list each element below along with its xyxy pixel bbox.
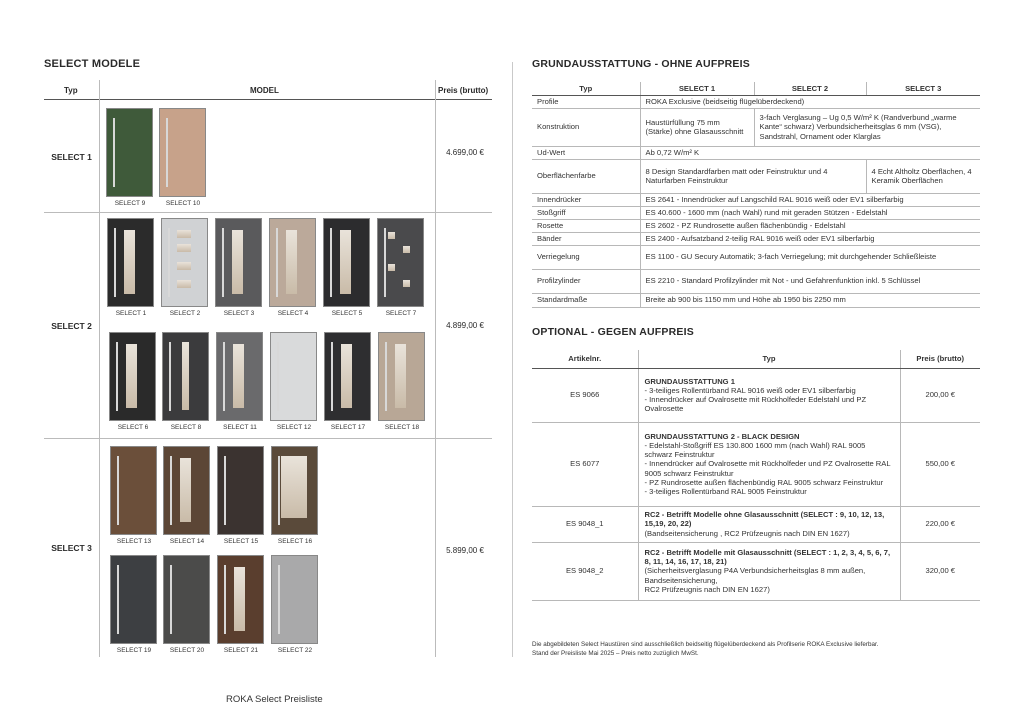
door-image	[216, 332, 263, 421]
ot-header-artikelnr: Artikelnr.	[532, 350, 638, 368]
ot-header-typ: Typ	[638, 350, 900, 368]
door-handle	[169, 342, 171, 411]
gt-value: ES 2641 - Innendrücker auf Langschild RAL 9016 weiß oder EV1 silberfarbig	[640, 193, 980, 206]
door-glass	[340, 230, 351, 294]
door-caption: SELECT 21	[223, 647, 259, 654]
ot-item-line: - Innendrücker auf Ovalrosette mit Rückholfeder und PZ Ovalrosette RAL 9005 schwarz Feinstruktur	[644, 459, 891, 478]
footnote-line-1: Die abgebildeten Select Haustüren sind ausschließlich beidseitig flügelüberdeckend als Profilserie ROKA Exclusive lieferbar.	[532, 641, 879, 648]
optional-table	[532, 350, 980, 601]
door-handle	[170, 456, 172, 525]
door-handle	[330, 228, 332, 297]
grundausstattung-table	[532, 82, 980, 308]
ot-price: 200,00 €	[900, 368, 980, 422]
ot-description	[638, 542, 900, 600]
footnote	[532, 640, 1002, 658]
ot-description	[638, 422, 900, 506]
ot-item-title: GRUNDAUSSTATTUNG 1	[644, 376, 735, 386]
door-glass	[177, 280, 191, 288]
door-glass	[177, 230, 191, 238]
door-handle	[385, 342, 387, 411]
gt-value: ROKA Exclusive (beidseitig flügelüberdeckend)	[640, 95, 980, 108]
door-image	[271, 555, 318, 644]
door-glass	[395, 344, 406, 408]
header-preis: Preis (brutto)	[438, 86, 489, 95]
door-glass	[234, 567, 245, 631]
door-handle	[114, 228, 116, 297]
ot-header-preis: Preis (brutto)	[900, 350, 980, 368]
ot-item-line: - Edelstahl-Stoßgriff ES 130.800 1600 mm (nach Wahl) RAL 9005 schwarz Feinstruktur	[644, 440, 866, 460]
door-handle	[276, 228, 278, 297]
gt-label: Rosette	[532, 219, 640, 232]
door-glass	[286, 230, 297, 294]
door-image	[107, 218, 154, 307]
gt-label: Standardmaße	[532, 293, 640, 307]
ot-price: 320,00 €	[900, 542, 980, 600]
door-caption: SELECT 8	[170, 424, 202, 431]
gt-label: Ud-Wert	[532, 146, 640, 159]
door-handle	[117, 456, 119, 525]
door-caption: SELECT 11	[223, 424, 257, 431]
door-glass	[126, 344, 137, 408]
gt-label: Profilzylinder	[532, 269, 640, 293]
ot-item-line: (Sicherheitsverglasung P4A Verbundsicherheitsglas 8 mm außen, Bandseitensicherung,	[644, 566, 866, 585]
door-glass	[177, 262, 191, 270]
door-handle	[224, 456, 226, 525]
door-caption: SELECT 9	[114, 200, 146, 207]
gt-label: Oberflächenfarbe	[532, 159, 640, 193]
door-glass	[182, 342, 189, 410]
gt-value: Ab 0,72 W/m² K	[640, 146, 980, 159]
door-glass	[180, 458, 191, 522]
door-image	[271, 446, 318, 535]
door-caption: SELECT 3	[223, 310, 255, 317]
door-image	[269, 218, 316, 307]
group-label-select-2: SELECT 2	[51, 321, 92, 331]
door-image	[163, 446, 210, 535]
gt-value: Breite ab 900 bis 1150 mm und Höhe ab 1950 bis 2250 mm	[640, 293, 980, 307]
door-glass	[124, 230, 135, 294]
group-price-select-2: 4.899,00 €	[446, 321, 484, 330]
door-glass	[232, 230, 243, 294]
gt-header-select-2: SELECT 2	[754, 82, 866, 95]
gt-header-select-1: SELECT 1	[640, 82, 754, 95]
door-caption: SELECT 12	[276, 424, 312, 431]
gt-value: ES 2400 - Aufsatzband 2-teilig RAL 9016 weiß oder EV1 silberfarbig	[640, 232, 980, 245]
door-handle	[224, 565, 226, 634]
grid-line	[99, 80, 100, 657]
door-handle	[331, 342, 333, 411]
door-handle	[278, 565, 280, 634]
door-image	[270, 332, 317, 421]
door-caption: SELECT 1	[115, 310, 147, 317]
ot-item-line: - Innendrücker auf Ovalrosette mit Rückholfeder Edelstahl und PZ Ovalrosette	[644, 395, 867, 414]
header-model: MODEL	[250, 86, 279, 95]
ot-price: 550,00 €	[900, 422, 980, 506]
grundausstattung-title: GRUNDAUSSTATTUNG - OHNE AUFPREIS	[532, 58, 750, 70]
ot-item-line: RC2 Prüfzeugnis nach DIN EN 1627)	[644, 584, 770, 594]
group-price-select-1: 4.699,00 €	[446, 148, 484, 157]
door-caption: SELECT 10	[165, 200, 201, 207]
door-caption: SELECT 22	[277, 647, 313, 654]
group-label-select-1: SELECT 1	[51, 152, 92, 162]
door-image	[324, 332, 371, 421]
ot-item-title: RC2 - Betrifft Modelle mit Glasausschnitt (SELECT : 1, 2, 3, 4, 5, 6, 7, 8, 11, 14, 16, 17, 18, 21)	[644, 547, 891, 567]
gt-label: Verriegelung	[532, 245, 640, 269]
gt-header-typ: Typ	[532, 82, 640, 95]
group-label-select-3: SELECT 3	[51, 543, 92, 553]
group-price-select-3: 5.899,00 €	[446, 546, 484, 555]
door-caption: SELECT 16	[277, 538, 313, 545]
ot-description	[638, 506, 900, 542]
grid-line	[44, 438, 492, 439]
gt-label: Bänder	[532, 232, 640, 245]
door-image	[110, 555, 157, 644]
door-caption: SELECT 6	[117, 424, 149, 431]
gt-value: ES 2210 - Standard Profilzylinder mit Not - und Gefahrenfunktion inkl. 5 Schlüssel	[640, 269, 980, 293]
door-glass	[233, 344, 244, 408]
door-handle	[222, 228, 224, 297]
door-image	[217, 446, 264, 535]
door-caption: SELECT 14	[169, 538, 205, 545]
door-handle	[278, 456, 280, 525]
door-image	[378, 332, 425, 421]
door-image	[217, 555, 264, 644]
door-caption: SELECT 20	[169, 647, 205, 654]
door-handle	[277, 342, 279, 411]
models-table-header	[44, 80, 492, 100]
door-glass	[388, 232, 395, 239]
gt-value: ES 1100 - GU Secury Automatik; 3-fach Verriegelung; mit durchgehender Schließleiste	[640, 245, 980, 269]
gt-value: 4 Echt Altholtz Oberflächen, 4 Keramik Oberflächen	[866, 159, 980, 193]
door-glass	[341, 344, 352, 408]
door-caption: SELECT 19	[116, 647, 152, 654]
document-footer-title: ROKA Select Preisliste	[226, 694, 323, 705]
ot-item-line: (Bandseitensicherung , RC2 Prüfzeugnis nach DIN EN 1627)	[644, 528, 850, 538]
gt-value: Haustürfüllung 75 mm (Stärke) ohne Glasausschnitt	[640, 108, 754, 146]
door-glass	[388, 264, 395, 271]
ot-artikelnr: ES 6077	[532, 422, 638, 506]
ot-item-line: - 3-teiliges Rollentürband RAL 9016 weiß oder EV1 silberfarbig	[644, 385, 856, 395]
gt-value: ES 40.600 - 1600 mm (nach Wahl) rund mit geraden Stützen - Edelstahl	[640, 206, 980, 219]
gt-label: Profile	[532, 95, 640, 108]
door-image	[323, 218, 370, 307]
door-caption: SELECT 5	[331, 310, 363, 317]
door-handle	[223, 342, 225, 411]
ot-artikelnr: ES 9048_1	[532, 506, 638, 542]
ot-artikelnr: ES 9048_2	[532, 542, 638, 600]
door-caption: SELECT 18	[384, 424, 420, 431]
grid-line	[44, 212, 492, 213]
door-image	[161, 218, 208, 307]
door-image	[215, 218, 262, 307]
ot-item-title: GRUNDAUSSTATTUNG 2 - BLACK DESIGN	[644, 431, 800, 441]
ot-price: 220,00 €	[900, 506, 980, 542]
door-glass	[403, 246, 410, 253]
door-glass	[281, 456, 307, 518]
ot-item-line: - PZ Rundrosette außen flächenbündig RAL 9005 schwarz Feinstruktur	[644, 477, 884, 487]
grid-line	[435, 80, 436, 657]
door-caption: SELECT 17	[330, 424, 366, 431]
door-caption: SELECT 7	[385, 310, 417, 317]
gt-label: Innendrücker	[532, 193, 640, 206]
door-image	[159, 108, 206, 197]
door-image	[109, 332, 156, 421]
gt-value: 3-fach Verglasung – Ug 0,5 W/m² K (Randverbund „warme Kante“ schwarz) Verbundsicherheitsglas 6 mm (VSG), Sandstrahl, Ornament oder Klarglas	[754, 108, 980, 146]
door-handle	[166, 118, 168, 187]
gt-label: Stoßgriff	[532, 206, 640, 219]
gt-value: ES 2602 - PZ Rundrosette außen flächenbündig - Edelstahl	[640, 219, 980, 232]
page-divider	[512, 62, 513, 657]
select-models-title: SELECT MODELE	[44, 58, 141, 70]
door-image	[162, 332, 209, 421]
gt-label: Konstruktion	[532, 108, 640, 146]
gt-header-select-3: SELECT 3	[866, 82, 980, 95]
door-caption: SELECT 4	[277, 310, 309, 317]
door-handle	[168, 228, 170, 297]
ot-item-title: RC2 - Betrifft Modelle ohne Glasausschnitt (SELECT : 9, 10, 12, 13, 15,19, 20, 22)	[644, 510, 885, 529]
door-handle	[117, 565, 119, 634]
door-image	[163, 555, 210, 644]
door-handle	[113, 118, 115, 187]
door-handle	[384, 228, 386, 297]
door-image	[106, 108, 153, 197]
door-image	[377, 218, 424, 307]
footnote-line-2: Stand der Preisliste Mai 2025 – Preis netto zuzüglich MwSt.	[532, 650, 699, 658]
door-handle	[116, 342, 118, 411]
door-caption: SELECT 13	[116, 538, 152, 545]
door-glass	[403, 280, 410, 287]
header-typ: Typ	[64, 86, 78, 95]
door-caption: SELECT 2	[169, 310, 201, 317]
door-image	[110, 446, 157, 535]
gt-value: 8 Design Standardfarben matt oder Feinstruktur und 4 Naturfarben Feinstruktur	[640, 159, 866, 193]
ot-item-line: - 3-teiliges Rollentürband RAL 9005 Feinstruktur	[644, 487, 807, 497]
ot-description	[638, 368, 900, 422]
door-glass	[177, 244, 191, 252]
optional-title: OPTIONAL - GEGEN AUFPREIS	[532, 326, 694, 338]
ot-artikelnr: ES 9066	[532, 368, 638, 422]
door-handle	[170, 565, 172, 634]
door-caption: SELECT 15	[223, 538, 259, 545]
